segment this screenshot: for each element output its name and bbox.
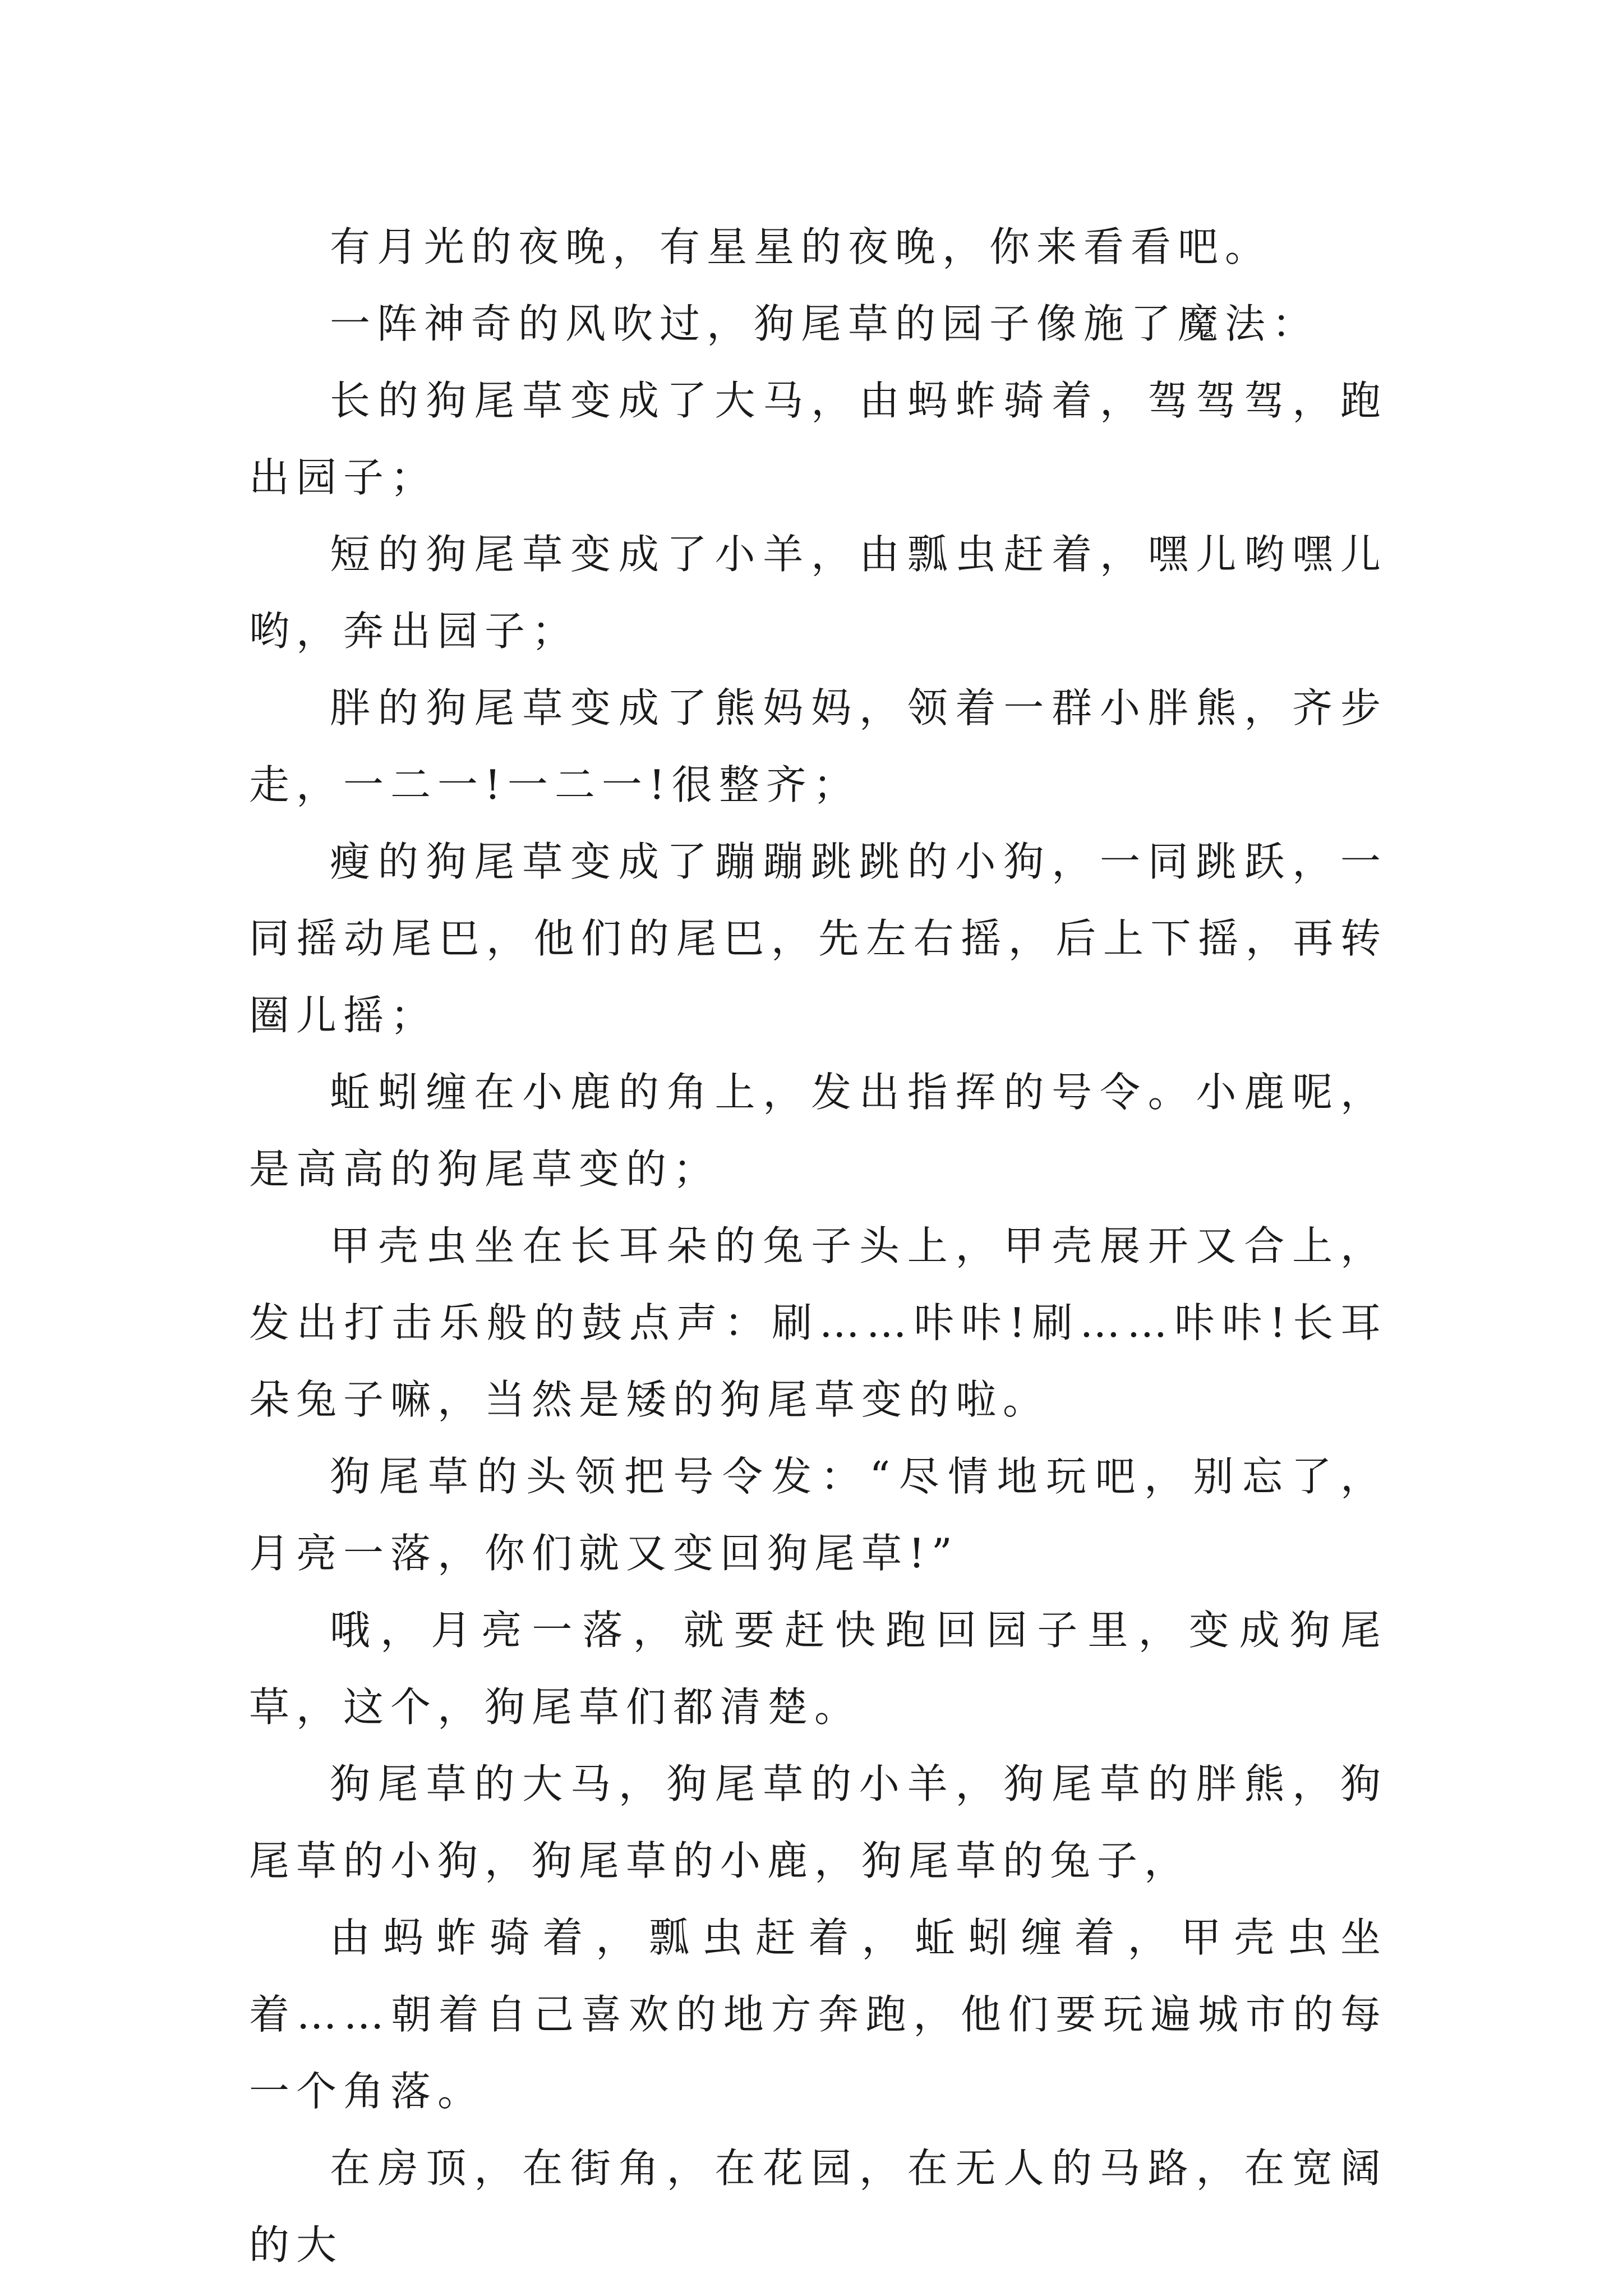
paragraph: 一阵神奇的风吹过，狗尾草的园子像施了魔法： xyxy=(330,300,1320,347)
paragraph: 短的狗尾草变成了小羊，由瓢虫赶着，嘿儿哟嘿儿哟，奔出园子； xyxy=(249,531,1387,655)
paragraph: 胖的狗尾草变成了熊妈妈，领着一群小胖熊，齐步走，一二一!一二一!很整齐； xyxy=(249,684,1387,808)
body-text xyxy=(249,209,1387,2284)
paragraph: 蚯蚓缠在小鹿的角上，发出指挥的号令。小鹿呢，是高高的狗尾草变的； xyxy=(249,1069,1387,1193)
paragraph: 狗尾草的头领把号令发：“尽情地玩吧，别忘了，月亮一落，你们就又变回狗尾草!” xyxy=(249,1453,1387,1577)
paragraph: 狗尾草的大马，狗尾草的小羊，狗尾草的胖熊，狗尾草的小狗，狗尾草的小鹿，狗尾草的兔子， xyxy=(249,1760,1387,1884)
paragraph: 在房顶，在街角，在花园，在无人的马路，在宽阔的大 xyxy=(249,2145,1387,2269)
paragraph: 由蚂蚱骑着，瓢虫赶着，蚯蚓缠着，甲壳虫坐着……朝着自己喜欢的地方奔跑，他们要玩遍城市的每一个角落。 xyxy=(249,1914,1387,2115)
paragraph: 瘦的狗尾草变成了蹦蹦跳跳的小狗，一同跳跃，一同摇动尾巴，他们的尾巴，先左右摇，后上下摇，再转圈儿摇； xyxy=(249,838,1387,1039)
paragraph: 长的狗尾草变成了大马，由蚂蚱骑着，驾驾驾，跑出园子； xyxy=(249,377,1387,501)
paragraph: 哦，月亮一落，就要赶快跑回园子里，变成狗尾草，这个，狗尾草们都清楚。 xyxy=(249,1607,1387,1731)
paragraph: 有月光的夜晚，有星星的夜晚，你来看看吧。 xyxy=(330,223,1272,270)
paragraph: 甲壳虫坐在长耳朵的兔子头上，甲壳展开又合上，发出打击乐般的鼓点声：刷……咔咔!刷……咔咔!长耳朵兔子嘛，当然是矮的狗尾草变的啦。 xyxy=(249,1222,1387,1423)
